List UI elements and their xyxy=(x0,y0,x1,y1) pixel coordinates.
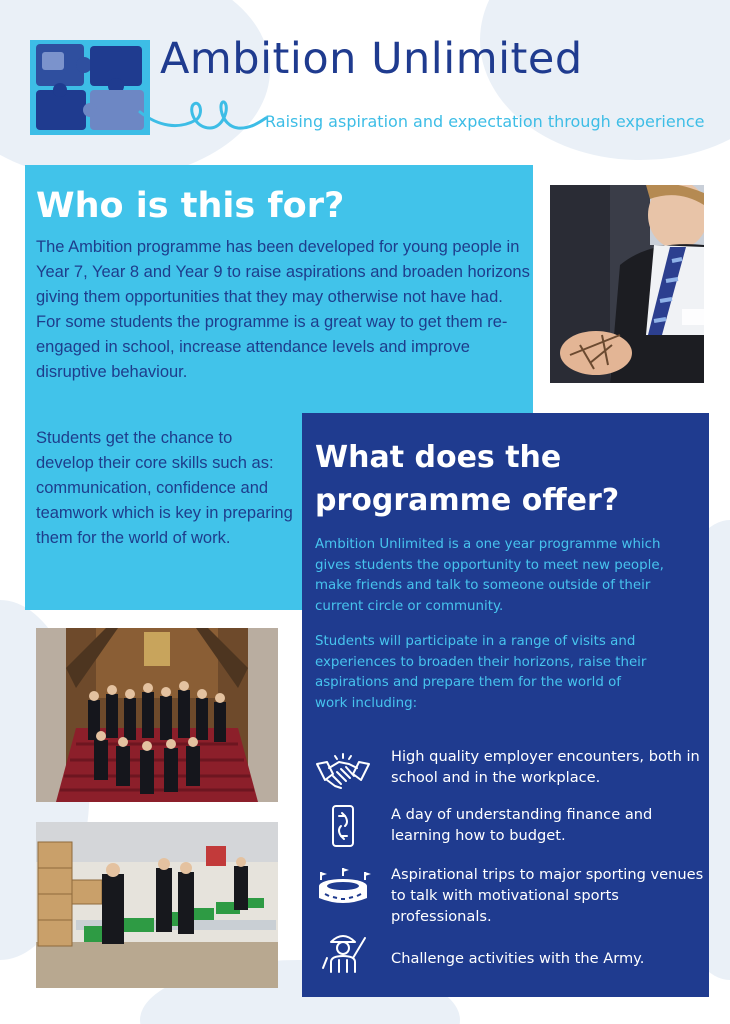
who-paragraph: The Ambition programme has been developed for young people in Year 7, Year 8 and Year 9 to raise aspirations and broaden horizons giving them opportunities that they may otherwise not have had. For some students the programme is a great way to get them re-engaged in school, increase attendance levels and improve disruptive behaviour. xyxy=(36,238,530,381)
soldier-icon xyxy=(315,928,371,976)
who-heading: Who is this for? xyxy=(36,186,345,226)
skills-paragraph: Students get the chance to develop their core skills such as: communication, confidence and teamwork which is key in preparing them for the world of work. xyxy=(36,429,293,547)
photo-student-insect xyxy=(550,185,704,383)
offer-heading: What does the programme offer? xyxy=(315,440,620,518)
offer-intro-paragraph: Ambition Unlimited is a one year programme which gives students the opportunity to meet new people, make friends and talk to someone outside of their current circle or community. xyxy=(315,537,664,614)
photo-activity-crates xyxy=(36,822,278,988)
offer-item-army xyxy=(315,948,715,1008)
offer-item-text: Aspirational trips to major sporting venues to talk with motivational sports professionals. xyxy=(391,866,704,925)
money-exchange-icon xyxy=(315,802,371,850)
decorative-swirl xyxy=(138,92,268,136)
photo-group-staircase xyxy=(36,628,278,802)
offer-item-sports xyxy=(315,864,715,924)
offer-item-employer xyxy=(315,746,715,806)
offer-item-text: High quality employer encounters, both in school and in the workplace. xyxy=(391,748,700,786)
page-title: Ambition Unlimited xyxy=(160,34,583,84)
offer-item-finance xyxy=(315,804,715,864)
offer-item-text: Challenge activities with the Army. xyxy=(391,950,645,967)
handshake-icon xyxy=(315,750,371,798)
stadium-icon xyxy=(315,866,371,914)
offer-item-text: A day of understanding finance and learning how to budget. xyxy=(391,806,653,844)
offer-visits-paragraph: Students will participate in a range of visits and experiences to broaden their horizons, raise their aspirations and prepare them for the world of work including: xyxy=(315,634,647,711)
tagline: Raising aspiration and expectation through experience xyxy=(265,112,705,131)
puzzle-pieces-icon xyxy=(30,40,150,135)
